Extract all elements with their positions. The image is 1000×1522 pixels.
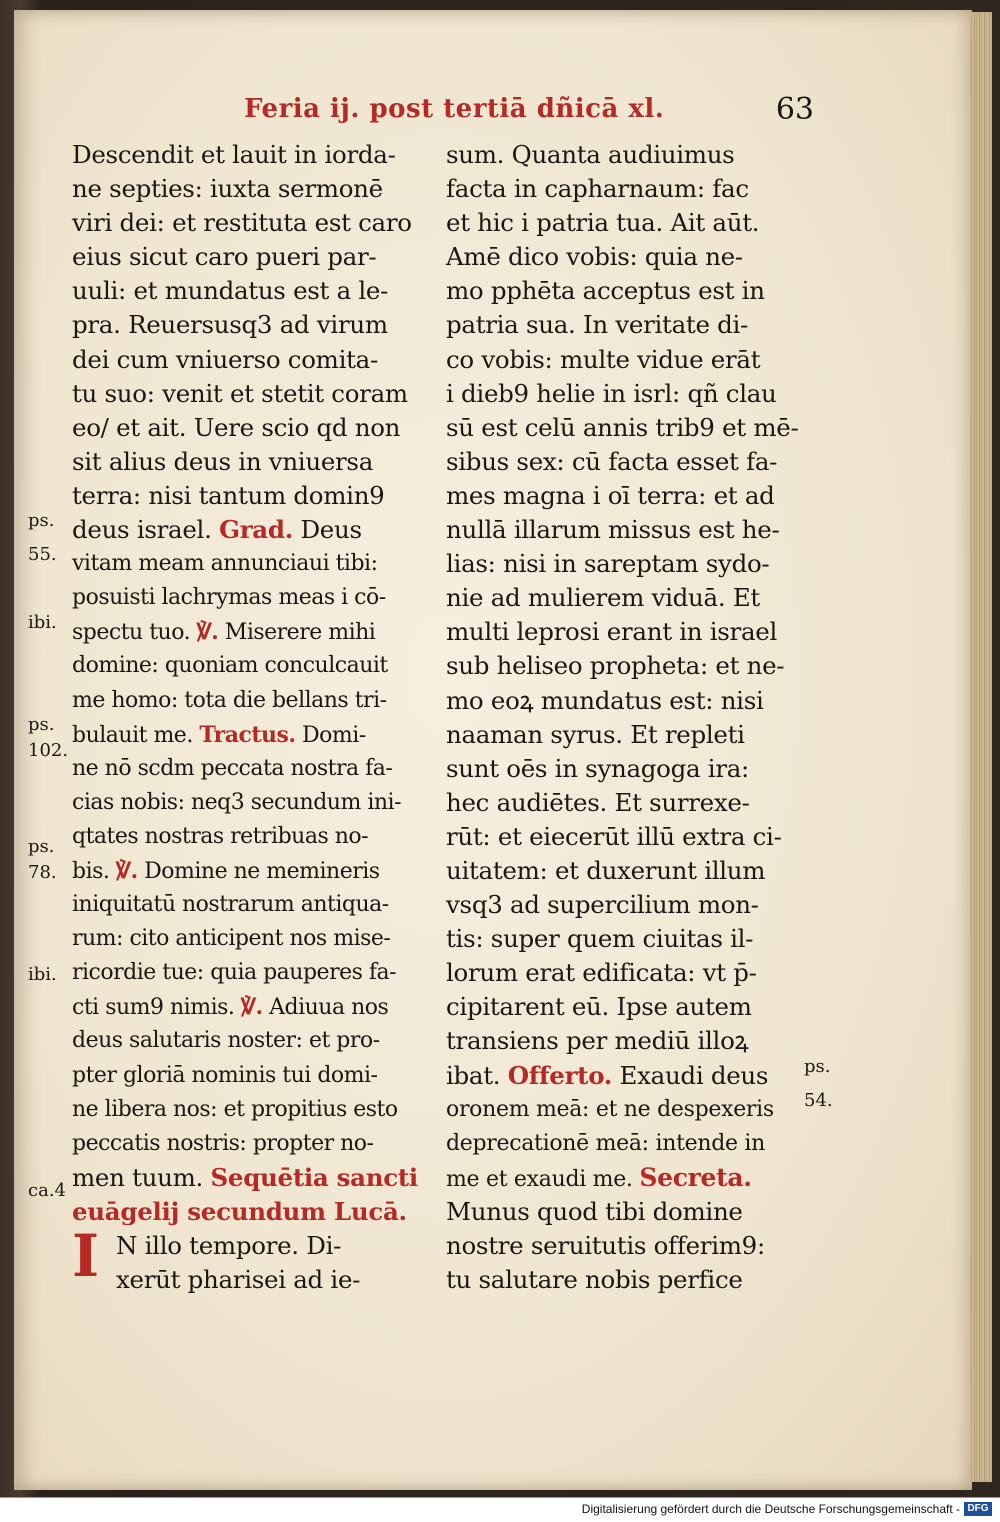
- text-segment: ibat.: [446, 1060, 501, 1090]
- text-line: deus salutaris noster: et pro-: [72, 1028, 380, 1054]
- text-line: sub heliseo propheta: et ne-: [446, 651, 785, 681]
- rubric-versicle: ℣.: [240, 994, 263, 1021]
- text-line: co vobis: multe vidue erāt: [446, 344, 761, 374]
- text-line: patria sua. In veritate di-: [446, 310, 749, 340]
- text-line: pter gloriā nominis tui domi-: [72, 1062, 378, 1088]
- text-line: rum: cito anticipent nos mise-: [72, 926, 391, 952]
- text-line: transiens per mediū illoꝝ: [446, 1026, 749, 1056]
- text-line: ricordie tue: quia pauperes fa-: [72, 960, 397, 986]
- text-line: tu suo: venit et stetit coram: [72, 378, 408, 408]
- text-line-with-rubric: [446, 1059, 816, 1093]
- rubric-secreta: Secreta.: [639, 1162, 752, 1192]
- text-line: Munus quod tibi domine: [446, 1196, 743, 1226]
- decorated-initial: I: [72, 1222, 100, 1290]
- text-segment: me et exaudi me.: [446, 1166, 633, 1192]
- text-segment: Deus: [300, 515, 362, 545]
- text-line: N illo tempore. Di-: [116, 1231, 342, 1260]
- text-line: pra. Reuersusq3 ad virum: [72, 310, 388, 340]
- text-line: dei cum vniuerso comita-: [72, 344, 378, 374]
- funding-credit: Digitalisierung gefördert durch die Deutsche Forschungsgemeinschaft -: [581, 1502, 960, 1516]
- text-line: ne libera nos: et propitius esto: [72, 1096, 398, 1122]
- margin-note-ibi: ibi.: [28, 964, 57, 985]
- text-segment: Exaudi deus: [619, 1060, 769, 1090]
- text-line: facta in capharnaum: fac: [446, 174, 749, 204]
- text-segment: bulauit me.: [72, 722, 193, 748]
- folio-number: 63: [775, 92, 814, 127]
- running-title: Feria ij. post tertiā dñicā xl.: [244, 94, 665, 124]
- rubric-offertory: Offerto.: [507, 1060, 613, 1090]
- rubric-tractus: Tractus.: [199, 721, 296, 748]
- text-line: hec audiētes. Et surrexe-: [446, 787, 750, 817]
- text-line: mes magna i oī terra: et ad: [446, 480, 775, 510]
- page-edge-stack: [970, 12, 992, 1482]
- text-line: lias: nisi in sareptam sydo-: [446, 549, 770, 579]
- margin-note-ps: ps.: [804, 1056, 831, 1077]
- margin-note-num: 54.: [804, 1090, 833, 1111]
- text-line: mo eoꝝ mundatus est: nisi: [446, 685, 764, 715]
- text-line: posuisti lachrymas meas i cō-: [72, 585, 386, 611]
- text-line: rūt: et eiecerūt illū extra ci-: [446, 821, 782, 851]
- text-line: Descendit et lauit in iorda-: [72, 140, 396, 169]
- rubric-versicle: ℣.: [115, 857, 138, 884]
- text-line: eo/ et ait. Uere scio qd non: [72, 412, 401, 442]
- text-line: tu salutare nobis perfice: [446, 1265, 743, 1295]
- left-margin-notes: [28, 10, 78, 1410]
- margin-note-ps: ps.: [28, 714, 55, 735]
- text-line: nie ad mulierem viduā. Et: [446, 583, 760, 613]
- margin-note-ps: ps.: [28, 510, 55, 531]
- margin-note-chapter: ca.4: [28, 1180, 66, 1201]
- gospel-heading: euāgelij secundum Lucā.: [72, 1196, 407, 1226]
- text-segment: Miserere mihi: [224, 620, 376, 646]
- text-line: uitatem: et duxerunt illum: [446, 855, 766, 885]
- text-line: viri dei: et restituta est caro: [72, 208, 412, 238]
- text-line: sit alius deus in vniuersa: [72, 446, 374, 476]
- dfg-logo: DFG: [964, 1502, 992, 1516]
- text-line: tis: super quem ciuitas il-: [446, 924, 754, 954]
- text-line: ne nō scdm peccata nostra fa-: [72, 755, 393, 781]
- text-line: vsq3 ad supercilium mon-: [446, 890, 759, 920]
- text-segment: Domi-: [302, 722, 366, 748]
- text-line: lorum erat edificata: vt p̄-: [446, 958, 757, 988]
- gospel-opening: [72, 1222, 432, 1297]
- text-line: eius sicut caro pueri par-: [72, 242, 377, 272]
- text-segment: bis.: [72, 858, 110, 884]
- text-line: qtates nostras retribuas no-: [72, 823, 369, 849]
- margin-note-ps: ps.: [28, 836, 55, 857]
- text-line: et hic i patria tua. Ait aūt.: [446, 208, 760, 238]
- text-line-with-rubric: [72, 990, 432, 1024]
- text-line: multi leprosi erant in israel: [446, 617, 777, 647]
- text-line: Amē dico vobis: quia ne-: [446, 242, 743, 272]
- text-line: sibus sex: cū facta esset fa-: [446, 446, 778, 476]
- text-line: xerūt pharisei ad ie-: [116, 1265, 361, 1295]
- text-line: nostre seruitutis offerim9:: [446, 1231, 765, 1260]
- text-line: sum. Quanta audiuimus: [446, 140, 735, 169]
- text-line-with-rubric: [72, 615, 432, 649]
- text-line: deprecationē meā: intende in: [446, 1130, 766, 1156]
- text-line: mo pphēta acceptus est in: [446, 276, 765, 306]
- page-header: [244, 94, 814, 140]
- text-line: cias nobis: neq3 secundum ini-: [72, 789, 401, 815]
- text-line: uuli: et mundatus est a le-: [72, 276, 389, 306]
- margin-note-ibi: ibi.: [28, 612, 57, 633]
- text-line: ne septies: iuxta sermonē: [72, 174, 383, 204]
- text-line: cipitarent eū. Ipse autem: [446, 992, 752, 1022]
- text-line-with-rubric: [72, 854, 432, 888]
- text-line: me homo: tota die bellans tri-: [72, 687, 387, 713]
- text-line-with-rubric: [72, 718, 432, 752]
- text-line: iniquitatū nostrarum antiqua-: [72, 892, 389, 918]
- margin-note-num: 55.: [28, 544, 57, 565]
- rubric-gradual: Grad.: [219, 515, 293, 545]
- text-line-with-rubric: [446, 1161, 816, 1195]
- text-line: oronem meā: et ne despexeris: [446, 1096, 774, 1122]
- margin-note-num: 102.: [28, 740, 69, 761]
- footer-bar: [0, 1497, 1000, 1522]
- margin-note-num: 78.: [28, 862, 57, 883]
- text-line: vitam meam annunciaui tibi:: [72, 551, 378, 577]
- text-line: sū est celū annis trib9 et mē-: [446, 412, 799, 442]
- book-page: [14, 10, 972, 1490]
- text-segment: Adiuua nos: [269, 995, 389, 1021]
- text-line: nullā illarum missus est he-: [446, 515, 780, 545]
- text-line: sunt oēs in synagoga ira:: [446, 753, 749, 783]
- text-segment: Domine ne memineris: [144, 858, 380, 884]
- left-text-column: [72, 138, 432, 1297]
- text-line: peccatis nostris: propter no-: [72, 1130, 374, 1156]
- text-line: i dieb9 helie in isrl: qñ clau: [446, 378, 777, 408]
- text-line-with-rubric: [72, 1161, 432, 1195]
- text-line-with-rubric: [72, 513, 432, 547]
- rubric-versicle: ℣.: [196, 619, 219, 646]
- text-segment: cti sum9 nimis.: [72, 995, 235, 1021]
- text-line: terra: nisi tantum domin9: [72, 480, 385, 510]
- text-segment: men tuum.: [72, 1162, 204, 1192]
- rubric-sequentia: Sequētia sancti: [210, 1162, 418, 1192]
- text-line: naaman syrus. Et repleti: [446, 719, 745, 749]
- right-text-column: [446, 138, 816, 1297]
- text-segment: spectu tuo.: [72, 620, 191, 646]
- text-segment: deus israel.: [72, 515, 212, 545]
- text-line: domine: quoniam conculcauit: [72, 653, 388, 679]
